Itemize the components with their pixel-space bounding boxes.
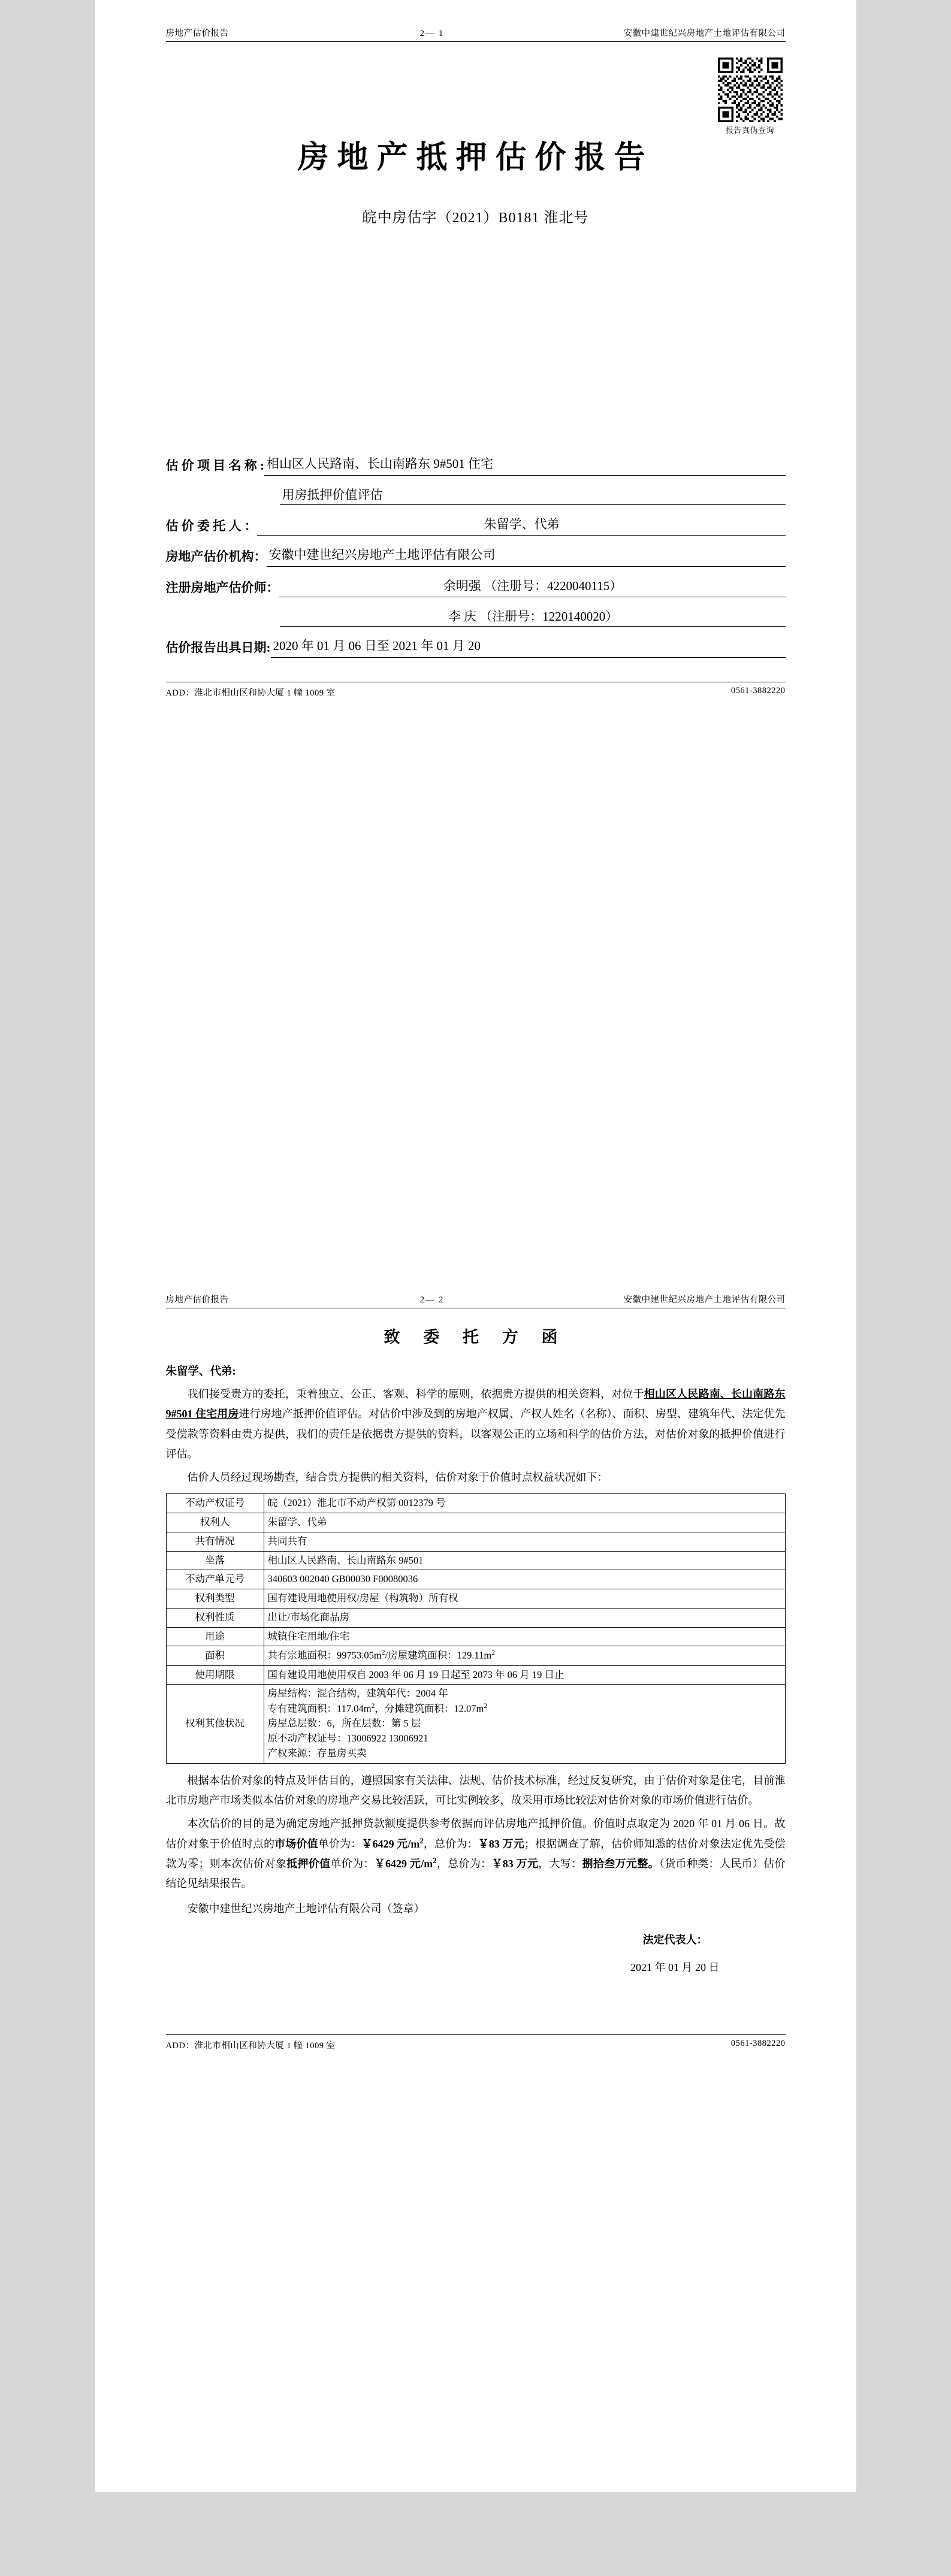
page1-running-header [166, 26, 786, 42]
letter-paragraph-2: 估价人员经过现场勘查，结合贵方提供的相关资料，估价对象于价值时点权益状况如下： [187, 1471, 608, 1484]
row-key: 权利类型 [166, 1589, 264, 1609]
field-appraisal-agency [166, 545, 786, 567]
field-label-client: 估 价 委 托 人 ： [165, 518, 257, 533]
legal-representative: 法定代表人： [642, 1933, 708, 1946]
footer-phone: 0561-3882220 [730, 685, 786, 696]
field-value-project-name-cont[interactable]: 用房抵押价值评估 [280, 485, 786, 505]
letter-paragraph-4: 本次估价的目的是为确定房地产抵押贷款额度提供参考依据而评估房地产抵押价值。价值时点取定为 2020 年 01 月 06 日。故估价对象于价值时点的市场价值单价为：￥6429 元$/m^2$，总价为：￥83 万元；根据调查了解，估价师知悉的估价对象法定优先受偿款为零；则本次估价对象抵押价值单价为：￥6429 元$/m^2$，总价为：￥83 万元，大写：捌拾叁万元整。（货币种类：人民币）估价结论见结果报告。 [165, 1818, 786, 1890]
letter-paragraph-3: 根据本估价对象的特点及评估目的，遵照国家有关法律、法规、估价技术标准，经过反复研究，由于估价对象是住宅，目前淮北市房地产市场类似本估价对象的房地产交易比较活跃，可比实例较多，故采用市场比较法对估价对象的市场价值进行估价。 [165, 1774, 786, 1807]
row-value: 皖（2021）淮北市不动产权第 0012379 号 [264, 1494, 785, 1513]
row-value: 共同共有 [264, 1532, 785, 1551]
letter-addressee: 朱留学、代弟: [165, 1366, 236, 1378]
letter-paragraph-1: 我们接受贵方的委托，秉着独立、公正、客观、科学的原则，依据贵方提供的相关资料，对位于相山区人民路南、长山南路东 9#501 住宅用房进行房地产抵押价值评估。对估价中涉及到的房地产权属、产权人姓名（名称）、面积、房型、建筑年代、法定优先受偿款等资料由贵方提供，我们的责任是依据贵方提供的资料，以客观公正的立场和科学的估价方法，对估价对象的抵押价值进行评估。 [165, 1388, 786, 1460]
table-row [166, 1589, 785, 1609]
field-project-name [166, 454, 786, 476]
table-row [166, 1570, 785, 1589]
table-row [166, 1513, 785, 1532]
table-row [166, 1646, 785, 1665]
field-label-project-name: 估 价 项 目 名 称 : [165, 458, 264, 473]
row-value-area: 共有宗地面积：$99753.05m^2/$房屋建筑面积：$129.11m^2$ [264, 1646, 785, 1665]
field-project-name-line2 [166, 485, 786, 505]
row-value: 相山区人民路南、长山南路东 9#501 [264, 1551, 785, 1570]
field-value-appraiser-1[interactable]: 余明强 （注册号：4220040115） [279, 576, 786, 598]
signature-company: 安徽中建世纪兴房地产土地评估有限公司（签章） [187, 1902, 425, 1915]
field-issue-date [166, 636, 786, 658]
field-label-appraisal-agency: 房地产估价机构： [165, 549, 267, 564]
page2-bottom-spacer [166, 1975, 786, 2010]
row-key: 不动产权证号 [166, 1494, 264, 1513]
page2-running-header [166, 1293, 786, 1308]
field-indent-spacer [166, 485, 280, 505]
running-header-left-2: 房地产估价报告 [165, 1295, 229, 1305]
field-value-appraisal-agency[interactable]: 安徽中建世纪兴房地产土地评估有限公司 [267, 545, 786, 567]
footer-phone-2: 0561-3882220 [730, 2038, 786, 2048]
running-header-right: 安徽中建世纪兴房地产土地评估有限公司 [623, 29, 786, 38]
row-value: 国有建设用地使用权自 2003 年 06 月 19 日起至 2073 年 06 月 19 日止 [264, 1665, 785, 1685]
table-row [166, 1551, 785, 1570]
row-key: 使用期限 [166, 1665, 264, 1685]
report-number: 皖中房估字（2021）B0181 淮北号 [362, 210, 589, 226]
row-value: 340603 002040 GB00030 F00080036 [264, 1570, 785, 1589]
field-client [166, 515, 786, 536]
table-row [166, 1532, 785, 1551]
row-value: 出让/市场化商品房 [264, 1608, 785, 1627]
row-value: 国有建设用地使用权/房屋（构筑物）所有权 [264, 1589, 785, 1609]
page-title: 房地产抵押估价报告 [297, 141, 654, 175]
row-key: 权利性质 [166, 1608, 264, 1627]
cover-fields [166, 454, 786, 658]
row-value: 城镇住宅用地/住宅 [264, 1627, 785, 1646]
field-value-issue-date[interactable]: 2020 年 01 月 06 日至 2021 年 01 月 20 [271, 636, 786, 658]
table-row [166, 1665, 785, 1685]
page-2 [95, 1282, 856, 2492]
row-key: 用途 [166, 1627, 264, 1646]
row-key: 权利人 [166, 1513, 264, 1532]
field-indent-spacer-2 [166, 607, 280, 627]
footer-address: ADD：淮北市相山区和协大厦 1 幢 1009 室 [165, 688, 336, 698]
qr-verification-block [715, 58, 786, 135]
footer-address-2: ADD：淮北市相山区和协大厦 1 幢 1009 室 [165, 2040, 336, 2051]
qr-caption: 报告真伪查询 [725, 126, 774, 135]
field-label-appraisers: 注册房地产估价师： [165, 580, 279, 595]
row-key: 不动产单元号 [166, 1570, 264, 1589]
subject-property-bold: 相山区人民路南、长山南路东 9#501 住宅用房 [165, 1388, 786, 1420]
field-value-client[interactable]: 朱留学、代弟 [257, 515, 786, 536]
field-value-appraiser-2[interactable]: 李 庆 （注册号：1220140020） [280, 607, 786, 627]
running-header-right-2: 安徽中建世纪兴房地产土地评估有限公司 [623, 1295, 786, 1305]
field-appraiser-2 [166, 607, 786, 627]
row-value-other-status: 房屋结构：混合结构，建筑年代：2004 年 专有建筑面积：$117.04m^2$，分摊建筑面积：$12.07m^2$ 房屋总层数：6，所在层数：第 5 层 原不动产权证号：13006922 13006921 产权来源：存量房买卖 [264, 1685, 785, 1763]
running-header-page-number-2: 2— 2 [419, 1295, 445, 1305]
row-key: 权利其他状况 [166, 1685, 264, 1763]
table-row [166, 1685, 785, 1763]
row-value: 朱留学、代弟 [264, 1513, 785, 1532]
letter-title: 致 委 托 方 函 [384, 1328, 567, 1346]
row-key: 面积 [166, 1646, 264, 1665]
row-key: 共有情况 [166, 1532, 264, 1551]
running-header-page-number: 2— 1 [419, 29, 445, 38]
signature-date: 2021 年 01 月 20 日 [630, 1961, 720, 1973]
row-key: 坐落 [166, 1551, 264, 1570]
table-row [166, 1494, 785, 1513]
running-header-left: 房地产估价报告 [165, 29, 229, 38]
field-appraiser-1 [166, 576, 786, 598]
page2-footer [166, 2034, 786, 2051]
page1-footer [166, 682, 786, 699]
table-row [166, 1627, 785, 1646]
field-value-project-name[interactable]: 相山区人民路南、长山南路东 9#501 住宅 [264, 454, 786, 476]
page-1 [95, 0, 856, 1282]
property-info-table [166, 1493, 786, 1763]
qr-code-icon[interactable] [718, 58, 783, 122]
table-row [166, 1608, 785, 1627]
field-label-issue-date: 估价报告出具日期: [165, 640, 271, 655]
